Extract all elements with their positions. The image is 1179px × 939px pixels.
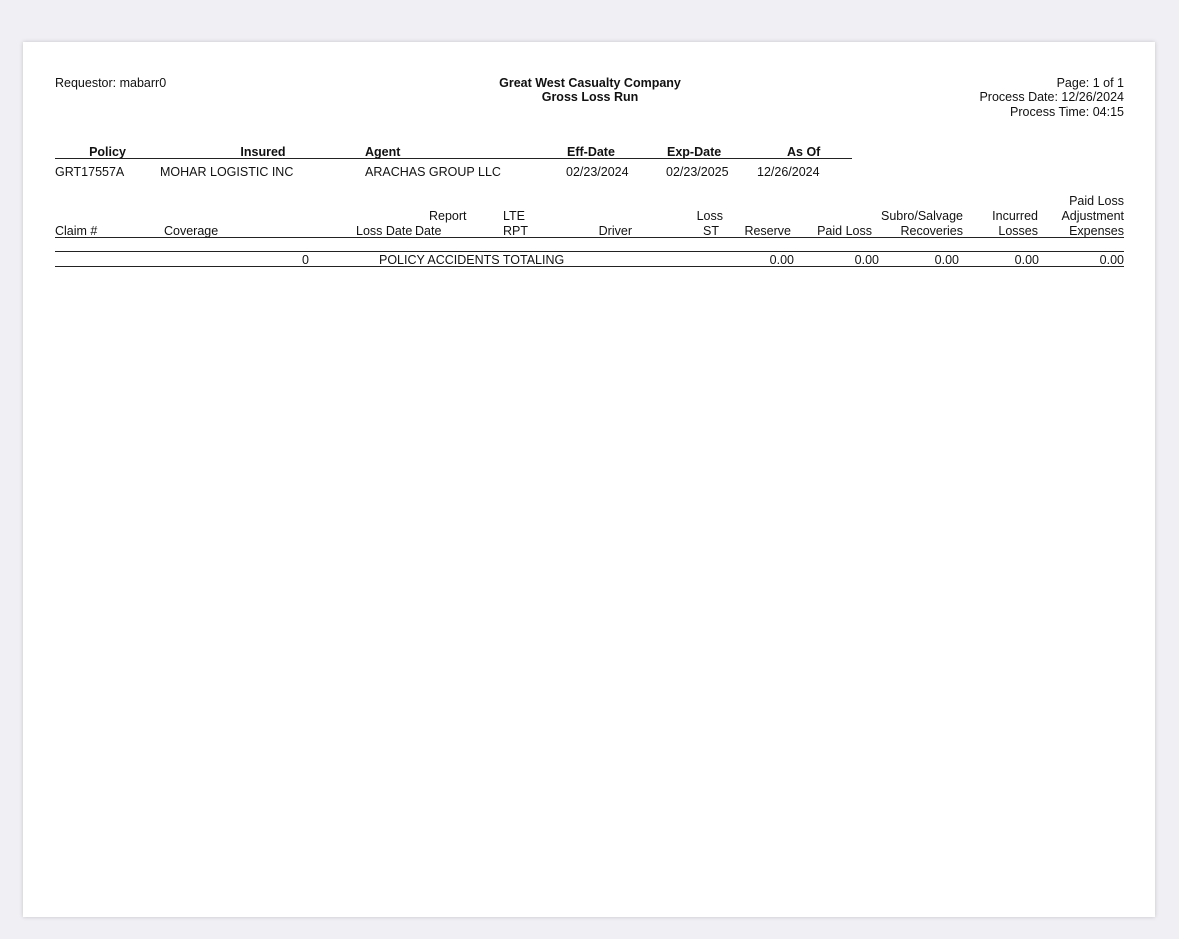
policy-number: GRT17557A [55,165,125,179]
total-paid-loss: 0.00 [854,253,879,267]
totals-label: POLICY ACCIDENTS TOTALING [379,253,565,267]
requestor-label: Requestor: mabarr0 [55,76,167,90]
driver-header: Driver [598,224,632,238]
report-date-header-line1: Report [429,209,467,223]
paid-adj-header-line1: Paid Loss [1069,194,1124,208]
exp-date-header: Exp-Date [667,145,722,159]
eff-date-value: 02/23/2024 [566,165,629,179]
paid-adj-header-line3: Expenses [1069,224,1124,238]
process-time: Process Time: 04:15 [1010,105,1124,119]
incurred-header-line1: Incurred [992,209,1038,223]
as-of-value: 12/26/2024 [757,165,820,179]
incurred-header-line2: Losses [998,224,1038,238]
total-incurred-losses: 0.00 [1014,253,1039,267]
page-number: Page: 1 of 1 [1056,76,1124,90]
lte-rpt-header-line2: RPT [503,224,528,238]
loss-date-header: Loss Date [356,224,413,238]
insured-name: MOHAR LOGISTIC INC [160,165,294,179]
agent-name: ARACHAS GROUP LLC [365,165,501,179]
exp-date-value: 02/23/2025 [666,165,729,179]
report-page [23,42,1155,917]
lte-rpt-header-line1: LTE [503,209,525,223]
reserve-header: Reserve [744,224,791,238]
loss-st-header-line1: Loss [696,209,723,223]
insured-header: Insured [240,145,286,159]
claim-number-header: Claim # [55,224,98,238]
totals-top-rule [55,251,1124,252]
total-subro-recoveries: 0.00 [934,253,959,267]
policy-header: Policy [89,145,126,159]
eff-date-header: Eff-Date [567,145,615,159]
claims-header-rule [55,237,1124,238]
total-paid-adjustment-expenses: 0.00 [1099,253,1124,267]
process-date: Process Date: 12/26/2024 [979,90,1124,104]
as-of-header: As Of [787,145,821,159]
report-title: Gross Loss Run [541,90,639,104]
accident-count: 0 [302,253,309,267]
report-date-header-line2: Date [415,224,442,238]
paid-loss-header: Paid Loss [817,224,872,238]
total-reserve: 0.00 [769,253,794,267]
subro-header-line2: Recoveries [900,224,963,238]
paid-adj-header-line2: Adjustment [1061,209,1124,223]
policy-header-rule [55,158,852,159]
totals-bottom-rule [55,266,1124,267]
company-name: Great West Casualty Company [499,76,681,90]
loss-st-header-line2: ST [703,224,719,238]
subro-header-line1: Subro/Salvage [880,209,963,223]
coverage-header: Coverage [164,224,219,238]
agent-header: Agent [365,145,401,159]
